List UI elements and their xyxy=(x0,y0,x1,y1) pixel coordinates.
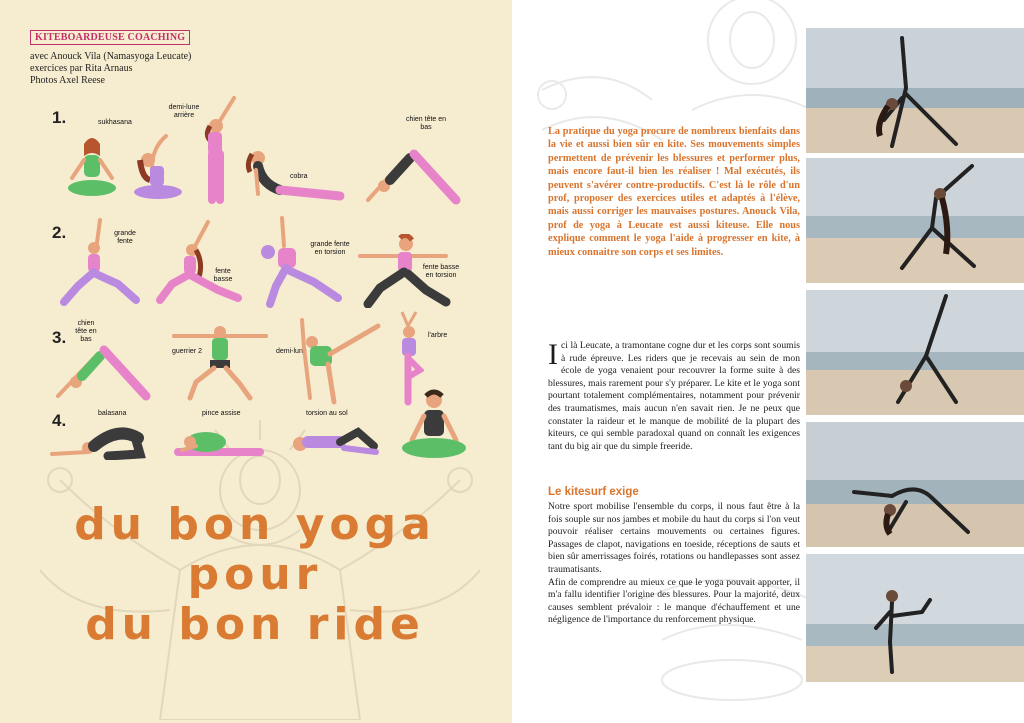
photo-triangle-pose xyxy=(806,28,1024,153)
article-body-paragraph-2 xyxy=(548,501,800,627)
half-moon-figure xyxy=(280,318,384,406)
section-subheading: Le kitesurf exige xyxy=(548,486,639,498)
crescent-side-bend-figure xyxy=(122,128,188,204)
photo-warrior-reverse xyxy=(806,158,1024,283)
credit-line: exercices par Rita Arnaus xyxy=(30,63,133,74)
pose-label-fente-basse-torsion: fente basse en torsion xyxy=(422,264,460,279)
seated-forward-fold-figure xyxy=(172,420,266,460)
row-number: 2. xyxy=(52,223,67,242)
row-number: 4. xyxy=(52,411,67,430)
drop-cap: I xyxy=(548,338,558,371)
body-text: Notre sport mobilise l'ensemble du corps, il nous faut être à la fois souple sur nos jambes et mobile du haut du corps si l'on veut pouvoir réaliser certains mouvements ou certaines figures. Passages de clapot, navigations en toeside, réceptions de sauts et bien sûr amerrissages foirés, rotations ou handlepasses sont assez traumatisants. xyxy=(548,501,800,575)
pose-label-chien-tete-en-bas-2: chien tête en bas xyxy=(75,320,97,343)
pose-label-arbre: l'arbre xyxy=(428,332,448,339)
photo-standing-leg-hold xyxy=(806,554,1024,682)
pose-label-guerrier-2: guerrier 2 xyxy=(172,348,202,355)
pose-label-torsion-au-sol: torsion au sol xyxy=(306,410,348,417)
cobra-figure xyxy=(236,146,348,204)
title-line: pour xyxy=(187,549,323,600)
twisted-low-lunge-figure xyxy=(350,234,454,308)
right-page xyxy=(512,0,1024,723)
body-text: ci là Leucate, a tramontane cogne dur et les corps sont soumis à rude épreuve. Les riders que je recevais au sein de mon école de yoga venaient pour recouvrer la forme suite à des blessures, mais rarement pour s'y préparer. Le kite et le yoga sont pourtant totalement complémentaires, notamment pour prévenir des traumatismes, mais aucun n'en savait rien. Je ne peux que constater la raideur et le manque de mobilité de la plupart des kiteurs, ce qui semble paradoxal quand on connaît les exigences tant du big air que du simple freeride. xyxy=(548,340,800,452)
childs-pose-figure xyxy=(48,418,160,460)
high-lunge-figure xyxy=(56,218,142,306)
meditation-man-figure xyxy=(396,386,472,462)
credit-line: avec Anouck Vila (Namasyoga Leucate) xyxy=(30,51,192,62)
section-rubric: KITEBOARDEUSE COACHING xyxy=(30,30,190,45)
low-lunge-figure xyxy=(152,220,244,306)
article-credits xyxy=(30,51,191,87)
article-body-paragraph xyxy=(548,340,800,453)
pose-label-chien-tete-en-bas: chien tête en bas xyxy=(405,116,447,131)
body-text: Afin de comprendre au mieux ce que le yoga pouvait apporter, il m'a fallu identifier l'origine des blessures. Pour la majorité, deux causes semblent prévaloir : le manque d'échauffement et une négligence de l'importance du renforcement physique. xyxy=(548,576,800,626)
downward-dog-figure xyxy=(360,140,470,206)
pose-label-grande-fente-torsion: grande fente en torsion xyxy=(310,241,350,256)
sukhasana-figure xyxy=(62,132,122,206)
pose-label-fente-basse: fente basse xyxy=(213,268,233,283)
article-title xyxy=(40,500,470,650)
title-line: du bon ride xyxy=(85,599,425,650)
pose-label-grande-fente: grande fente xyxy=(114,230,136,245)
credit-line: Photos Axel Reese xyxy=(30,75,105,86)
photo-wheel-bridge xyxy=(806,422,1024,547)
pose-label-demi-lune-arriere: demi-lune arrière xyxy=(168,104,200,119)
pose-label-demi-lune: demi-lune xyxy=(276,348,307,355)
pose-label-pince-assise: pince assise xyxy=(202,410,241,417)
twisted-lunge-figure xyxy=(254,216,344,308)
photo-downward-dog-leg-raise xyxy=(806,290,1024,415)
row-number: 3. xyxy=(52,328,67,347)
supine-twist-figure xyxy=(288,422,384,460)
pose-label-sukhasana: sukhasana xyxy=(98,119,132,126)
pose-label-balasana: balasana xyxy=(98,410,127,417)
article-intro: La pratique du yoga procure de nombreux bienfaits dans la vie et aussi bien sûr en kite. Ses mouvements simples permettent de prévenir les blessures et performer plus, mais encore faut-il bien les réaliser ! Mal exécutés, ils peuvent s'avérer contre-productifs. C'est là le rôle d'un prof, proposer des exercices utiles et adaptés à l'élève, mais aussi corriger les mauvaises postures. Anouck Vila, prof de yoga à Leucate est aussi kiteuse. Elle nous explique comment le yoga l'aide à progresser en kite, à mieux connaitre son corps et ses limites. xyxy=(548,126,800,258)
pose-label-cobra: cobra xyxy=(290,173,308,180)
title-line: du bon yoga xyxy=(74,499,436,550)
downward-dog-figure-2 xyxy=(50,336,158,402)
warrior-2-figure xyxy=(170,326,270,402)
row-number: 1. xyxy=(52,108,67,127)
